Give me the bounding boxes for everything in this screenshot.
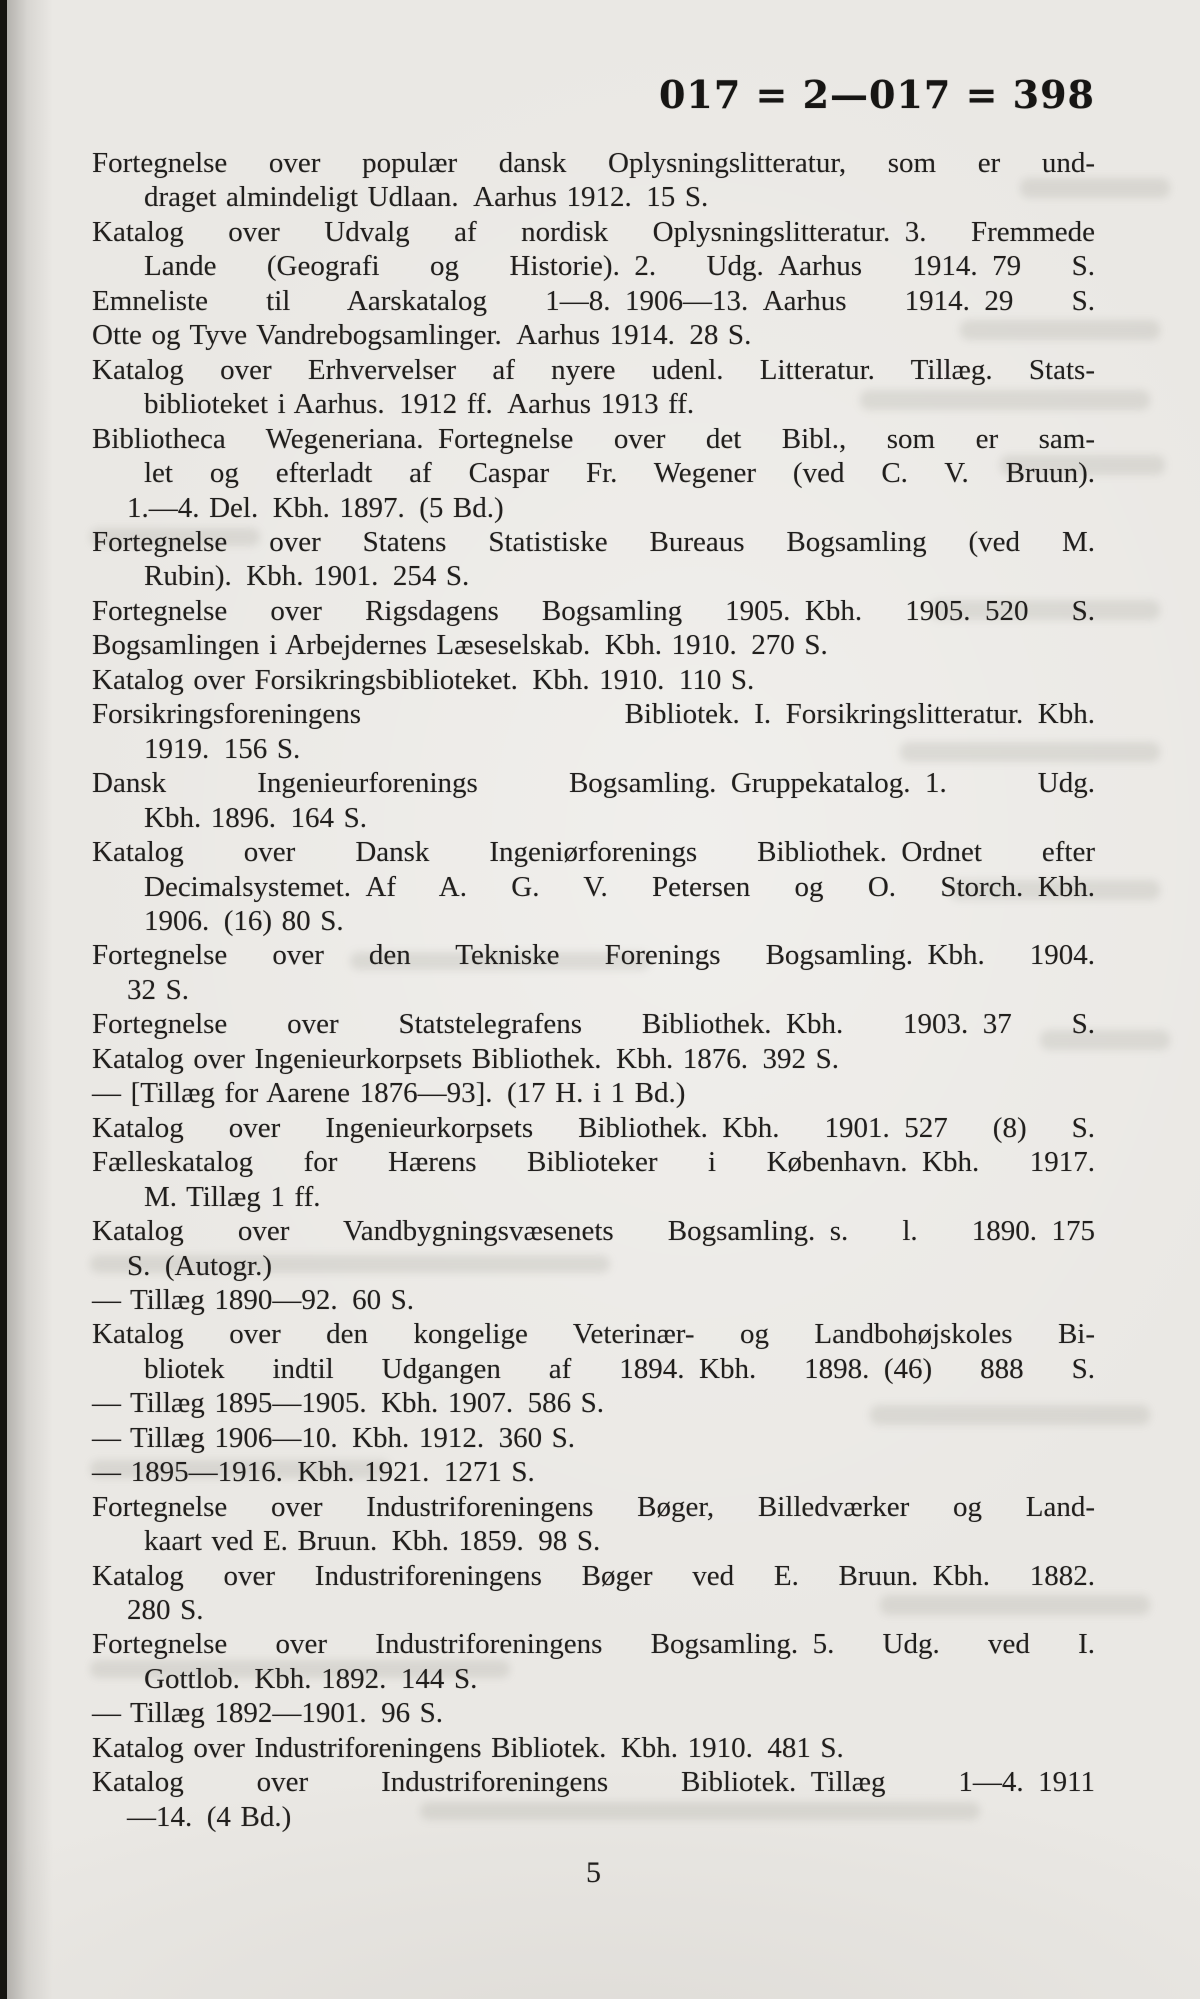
catalog-entry: [92, 1076, 1095, 1110]
entry-line: Bibliotheca Wegeneriana. Fortegnelse over det Bibl., som er sam-: [92, 422, 1095, 455]
entry-line: Katalog over Vandbygningsvæsenets Bogsamling. s. l. 1890. 175: [92, 1215, 1095, 1248]
entry-line: let og efterladt af Caspar Fr. Wegener (ved C. V. Bruun).: [144, 457, 1095, 490]
catalog-entry: [92, 1696, 1095, 1730]
catalog-entry: [92, 318, 1095, 352]
entry-line: Katalog over Udvalg af nordisk Oplysningslitteratur. 3. Fremmede: [92, 215, 1095, 248]
entry-line: Lande (Geografi og Historie). 2. Udg. Aarhus 1914. 79 S.: [144, 250, 1095, 283]
entry-line: Kbh. 1896. 164 S.: [144, 801, 367, 834]
catalog-entry: [92, 146, 1095, 215]
catalog-entry: [92, 1559, 1095, 1628]
entry-line: 1906. (16) 80 S.: [144, 904, 344, 937]
entry-line: Otte og Tyve Vandrebogsamlinger. Aarhus 1914. 28 S.: [92, 319, 752, 352]
catalog-entry: [92, 1386, 1095, 1420]
catalog-entry: [92, 422, 1095, 525]
catalog-entry: [92, 1317, 1095, 1386]
entry-line: draget almindeligt Udlaan. Aarhus 1912. 15 S.: [144, 181, 709, 214]
entry-line: Gottlob. Kbh. 1892. 144 S.: [144, 1662, 478, 1695]
entry-line: Dansk Ingenieurforenings Bogsamling. Gruppekatalog. 1. Udg.: [92, 767, 1095, 800]
catalog-entry: [92, 835, 1095, 938]
catalog-entry: [92, 1283, 1095, 1317]
entry-line: bliotek indtil Udgangen af 1894. Kbh. 1898. (46) 888 S.: [144, 1352, 1095, 1385]
catalog-entry: [92, 697, 1095, 766]
entry-line: Katalog over den kongelige Veterinær- og Landbohøjskoles Bi-: [92, 1318, 1095, 1351]
catalog-entry: [92, 353, 1095, 422]
classification-code: 017 = 2—017 = 398: [658, 72, 1095, 117]
entry-line: — [Tillæg for Aarene 1876—93]. (17 H. i 1 Bd.): [92, 1077, 686, 1110]
catalog-entry: [92, 1007, 1095, 1041]
entry-line: Fortegnelse over Statens Statistiske Bureaus Bogsamling (ved M.: [92, 525, 1095, 558]
entry-line: 1919. 156 S.: [144, 732, 301, 765]
entry-line: M. Tillæg 1 ff.: [144, 1180, 321, 1213]
entry-line: Fortegnelse over den Tekniske Forenings Bogsamling. Kbh. 1904.: [92, 939, 1095, 972]
catalog-entry: [92, 1214, 1095, 1283]
catalog-entry: [92, 1145, 1095, 1214]
entry-line: kaart ved E. Bruun. Kbh. 1859. 98 S.: [144, 1525, 601, 1558]
entry-line: — 1895—1916. Kbh. 1921. 1271 S.: [92, 1456, 535, 1489]
entry-line: Fortegnelse over Statstelegrafens Bibliothek. Kbh. 1903. 37 S.: [92, 1008, 1095, 1041]
entry-line: Katalog over Industriforeningens Bøger ved E. Bruun. Kbh. 1882.: [92, 1559, 1095, 1592]
entry-line: S. (Autogr.): [127, 1249, 272, 1282]
catalog-entry: [92, 628, 1095, 662]
entry-line: Fortegnelse over Rigsdagens Bogsamling 1905. Kbh. 1905. 520 S.: [92, 594, 1095, 627]
entry-line: 32 S.: [127, 973, 189, 1006]
entry-line: Katalog over Erhvervelser af nyere udenl. Litteratur. Tillæg. Stats-: [92, 353, 1095, 386]
entry-line: Fortegnelse over populær dansk Oplysningslitteratur, som er und-: [92, 147, 1095, 179]
entry-line: — Tillæg 1895—1905. Kbh. 1907. 586 S.: [92, 1387, 605, 1420]
catalog-entry: [92, 1042, 1095, 1076]
scan-edge-shadow: [0, 0, 7, 1999]
entry-line: 1.—4. Del. Kbh. 1897. (5 Bd.): [127, 491, 504, 524]
entry-line: Katalog over Dansk Ingeniørforenings Bibliothek. Ordnet efter: [92, 836, 1095, 869]
entry-line: Katalog over Forsikringsbiblioteket. Kbh. 1910. 110 S.: [92, 663, 755, 696]
catalog-entry: [92, 1421, 1095, 1455]
entry-line: Rubin). Kbh. 1901. 254 S.: [144, 560, 470, 593]
entry-line: — Tillæg 1892—1901. 96 S.: [92, 1697, 444, 1730]
entry-line: Emneliste til Aarskatalog 1—8. 1906—13. Aarhus 1914. 29 S.: [92, 284, 1095, 317]
catalog-entry: [92, 766, 1095, 835]
entry-line: — Tillæg 1906—10. Kbh. 1912. 360 S.: [92, 1421, 576, 1454]
entry-line: Katalog over Ingenieurkorpsets Bibliothek. Kbh. 1901. 527 (8) S.: [92, 1111, 1095, 1144]
entry-line: Katalog over Industriforeningens Bibliotek. Kbh. 1910. 481 S.: [92, 1731, 844, 1764]
entry-line: — Tillæg 1890—92. 60 S.: [92, 1283, 415, 1316]
scan-edge-fade: [7, 0, 53, 1999]
catalog-entry: [92, 215, 1095, 284]
entry-line: Decimalsystemet. Af A. G. V. Petersen og O. Storch. Kbh.: [144, 870, 1095, 903]
catalog-entry: [92, 284, 1095, 318]
catalog-entry: [92, 1490, 1095, 1559]
entry-line: Katalog over Industriforeningens Bibliotek. Tillæg 1—4. 1911: [92, 1766, 1095, 1799]
catalog-entry: [92, 594, 1095, 628]
entry-line: Fælleskatalog for Hærens Biblioteker i København. Kbh. 1917.: [92, 1146, 1095, 1179]
catalog-entry: [92, 1731, 1095, 1765]
bibliography-list: [92, 146, 1095, 1834]
entry-line: Katalog over Ingenieurkorpsets Bibliothek. Kbh. 1876. 392 S.: [92, 1042, 839, 1075]
entry-line: 280 S.: [127, 1594, 204, 1627]
catalog-entry: [92, 525, 1095, 594]
entry-line: Bogsamlingen i Arbejdernes Læseselskab. Kbh. 1910. 270 S.: [92, 629, 828, 662]
entry-line: —14. (4 Bd.): [127, 1800, 292, 1833]
catalog-entry: [92, 663, 1095, 697]
entry-line: Fortegnelse over Industriforeningens Bogsamling. 5. Udg. ved I.: [92, 1628, 1095, 1661]
catalog-entry: [92, 938, 1095, 1007]
catalog-entry: [92, 1765, 1095, 1834]
catalog-entry: [92, 1455, 1095, 1489]
catalog-entry: [92, 1627, 1095, 1696]
page-number: 5: [586, 1856, 601, 1889]
catalog-entry: [92, 1111, 1095, 1145]
entry-line: biblioteket i Aarhus. 1912 ff. Aarhus 1913 ff.: [144, 388, 695, 421]
entry-line: Forsikringsforeningens Bibliotek. I. Forsikringslitteratur. Kbh.: [92, 698, 1095, 731]
entry-line: Fortegnelse over Industriforeningens Bøger, Billedværker og Land-: [92, 1490, 1095, 1523]
